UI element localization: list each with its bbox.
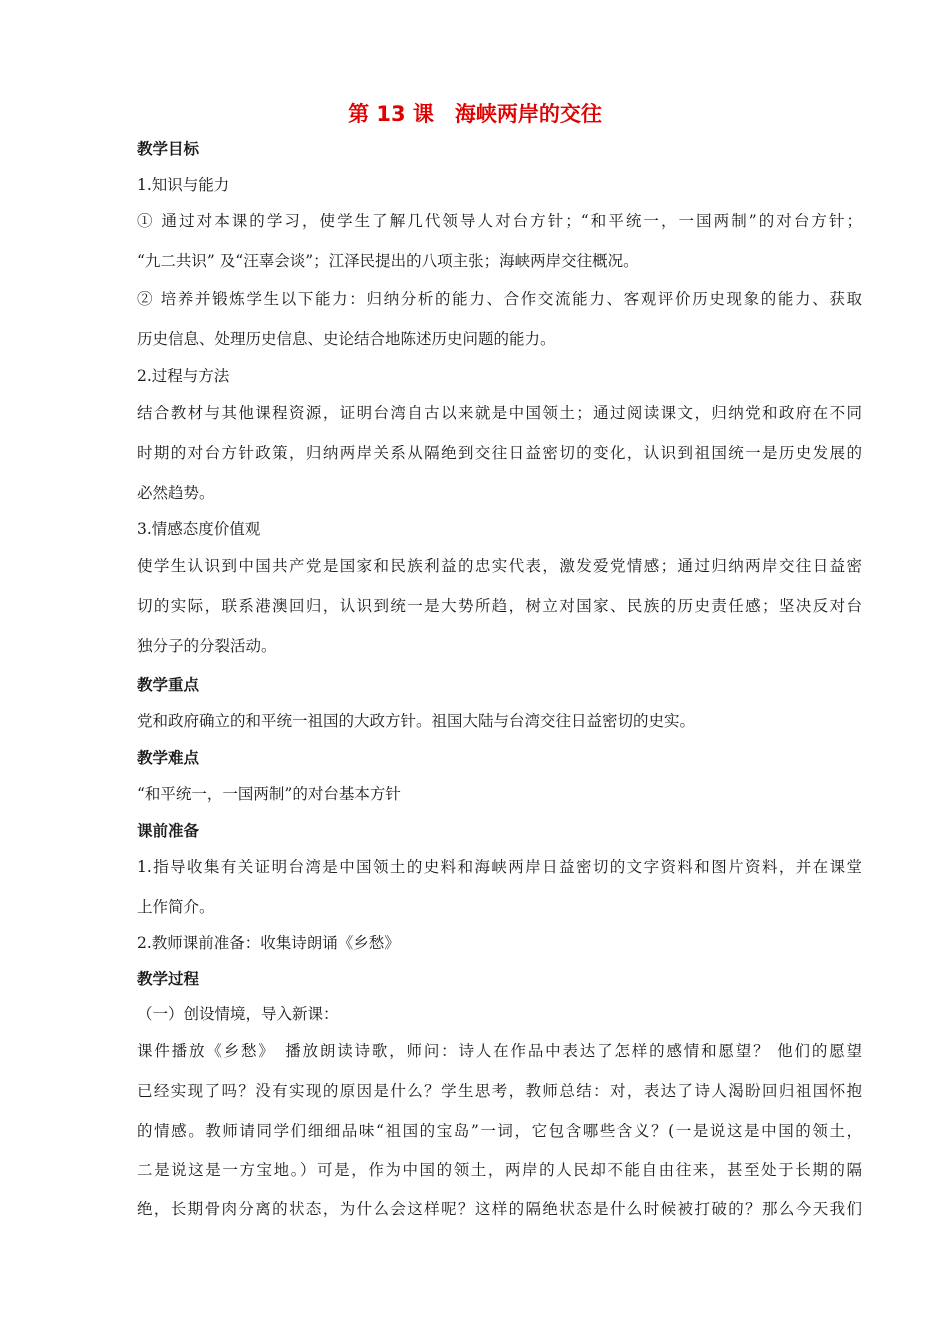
body-text-line: 的情感。教师请同学们细细品味“祖国的宝岛”一词，它包含哪些含义？(一是说这是中国的领土， — [137, 1122, 862, 1140]
body-text-line: 课件播放《乡愁》 播放朗读诗歌，师问：诗人在作品中表达了怎样的感情和愿望？ 他们的愿望 — [137, 1042, 862, 1060]
body-text-line: 2.过程与方法 — [137, 367, 230, 385]
body-text-line: 独分子的分裂活动。 — [137, 637, 277, 655]
body-text-line: 上作简介。 — [137, 898, 215, 916]
body-text-line: ① 通过对本课的学习，使学生了解几代领导人对台方针；“和平统一，一国两制”的对台方针； — [137, 212, 862, 230]
body-text-line: （一）创设情境，导入新课： — [137, 1005, 339, 1023]
body-text-line: “和平统一，一国两制”的对台基本方针 — [137, 785, 401, 803]
body-text-line: 绝，长期骨肉分离的状态，为什么会这样呢？这样的隔绝状态是什么时候被打破的？那么今天我们 — [137, 1200, 862, 1218]
body-text-line: 1.知识与能力 — [137, 176, 230, 194]
body-text-line: 使学生认识到中国共产党是国家和民族利益的忠实代表，激发爱党情感；通过归纳两岸交往日益密 — [137, 557, 862, 575]
body-text-line: 2.教师课前准备：收集诗朗诵《乡愁》 — [137, 934, 400, 952]
section-heading: 教学过程 — [137, 970, 200, 988]
body-text-line: “九二共识” 及“汪辜会谈”；江泽民提出的八项主张；海峡两岸交往概况。 — [137, 252, 639, 270]
body-text-line: 党和政府确立的和平统一祖国的大政方针。祖国大陆与台湾交往日益密切的史实。 — [137, 712, 696, 730]
body-text-line: 已经实现了吗？没有实现的原因是什么？学生思考，教师总结：对，表达了诗人渴盼回归祖国怀抱 — [137, 1082, 862, 1100]
body-text-line: 1.指导收集有关证明台湾是中国领土的史料和海峡两岸日益密切的文字资料和图片资料，并在课堂 — [137, 858, 862, 876]
body-text-line: 必然趋势。 — [137, 484, 215, 502]
body-text-line: 3.情感态度价值观 — [137, 520, 261, 538]
body-text-line: 时期的对台方针政策，归纳两岸关系从隔绝到交往日益密切的变化，认识到祖国统一是历史发展的 — [137, 444, 862, 462]
body-text-line: ② 培养并锻炼学生以下能力：归纳分析的能力、合作交流能力、客观评价历史现象的能力、获取 — [137, 290, 862, 308]
section-heading: 课前准备 — [137, 822, 200, 840]
body-text-line: 历史信息、处理历史信息、史论结合地陈述历史问题的能力。 — [137, 330, 556, 348]
section-heading: 教学目标 — [137, 140, 200, 158]
section-heading: 教学重点 — [137, 676, 200, 694]
section-heading: 教学难点 — [137, 749, 200, 767]
lesson-title: 第 13 课 海峡两岸的交往 — [348, 102, 602, 126]
body-text-line: 切的实际，联系港澳回归，认识到统一是大势所趋，树立对国家、民族的历史责任感；坚决反对台 — [137, 597, 862, 615]
body-text-line: 二是说这是一方宝地。）可是，作为中国的领土，两岸的人民却不能自由往来，甚至处于长期的隔 — [137, 1161, 862, 1179]
body-text-line: 结合教材与其他课程资源，证明台湾自古以来就是中国领土；通过阅读课文，归纳党和政府在不同 — [137, 404, 862, 422]
